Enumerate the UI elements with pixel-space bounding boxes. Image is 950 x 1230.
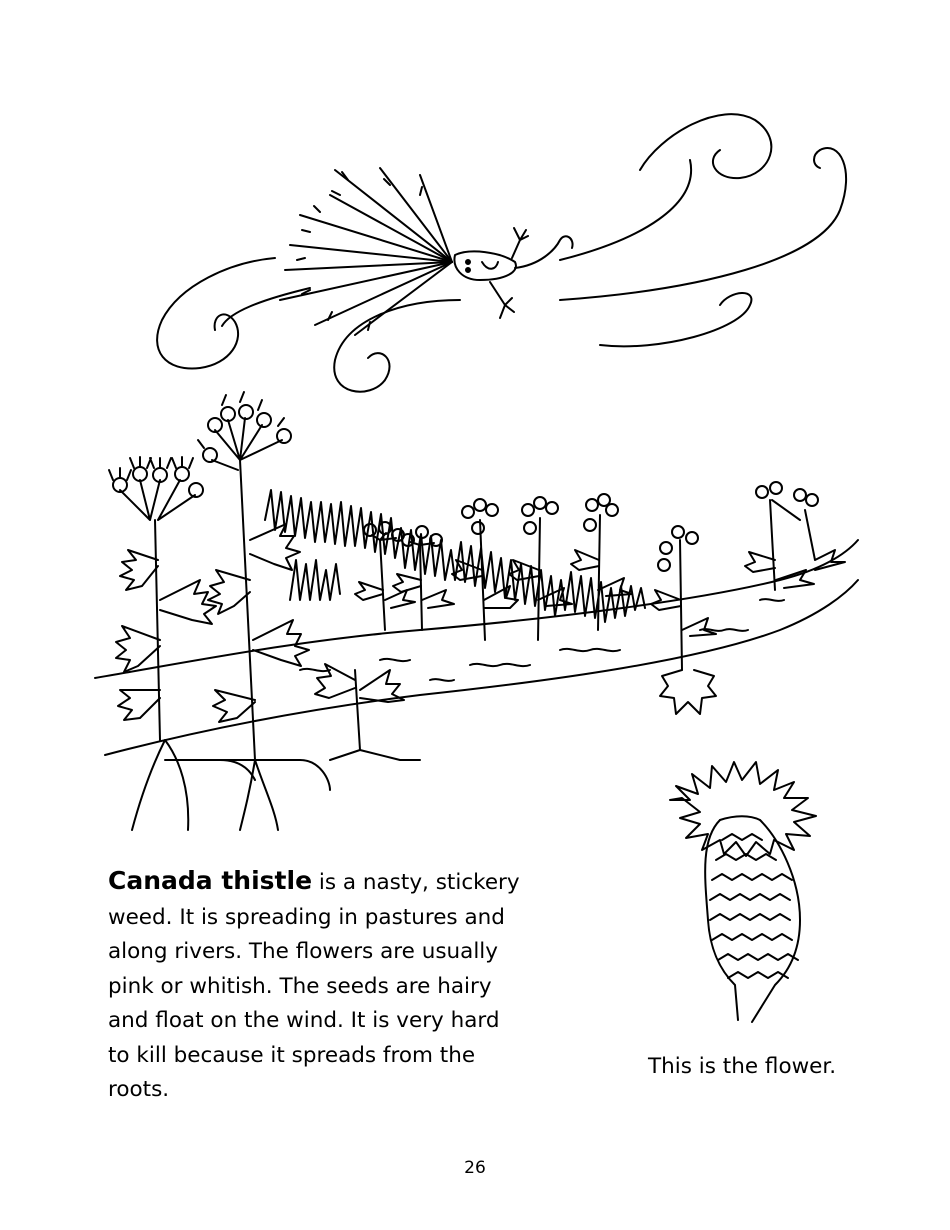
flying-seed <box>280 168 573 335</box>
page-number: 26 <box>464 1158 486 1178</box>
flower-caption: This is the flower. <box>648 1054 837 1079</box>
thistle-plant-small <box>315 664 420 760</box>
line-5: and float on the wind. It is very hard <box>108 1008 500 1033</box>
flower-illustration <box>670 762 816 1022</box>
line-1: is a nasty, stickery <box>312 870 520 895</box>
thistle-plant-tall <box>198 392 330 830</box>
line-6: to kill because it spreads from the <box>108 1042 476 1068</box>
line-4: pink or whitish. The seeds are hairy <box>108 973 492 999</box>
line-3: along rivers. The flowers are usually <box>108 939 498 964</box>
thistle-plant-left <box>109 457 255 830</box>
thistle-plant-right <box>651 482 845 714</box>
term-canada-thistle: Canada thistle <box>108 866 313 895</box>
line-7: roots. <box>108 1077 170 1102</box>
description-paragraph <box>108 864 568 1108</box>
line-2: weed. It is spreading in pastures and <box>108 904 505 930</box>
first-line <box>108 864 568 901</box>
wind-swirls <box>157 114 846 392</box>
